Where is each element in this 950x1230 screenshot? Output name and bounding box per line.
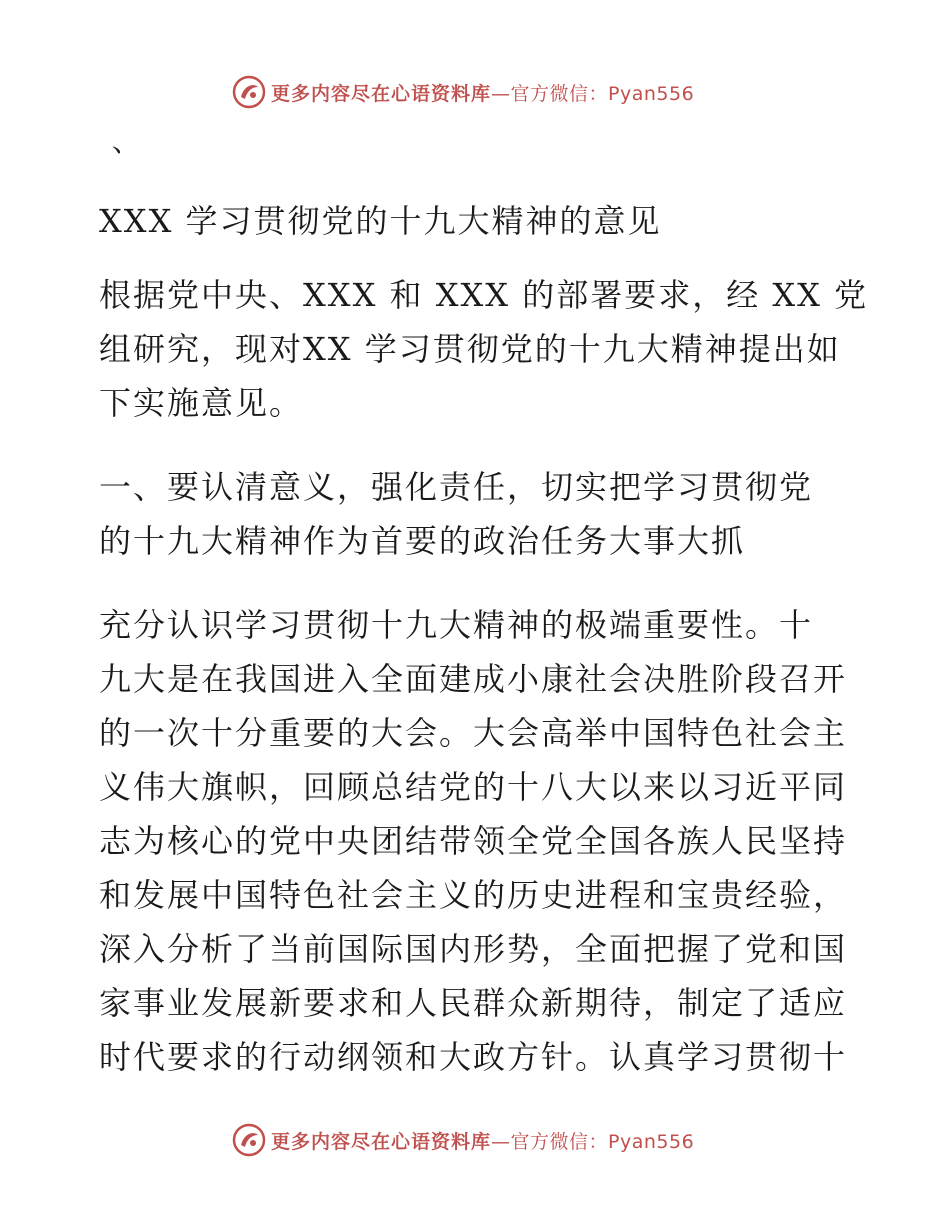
footer-watermark	[232, 1120, 694, 1160]
section-heading-1	[99, 460, 851, 568]
watermark-brand: 更多内容尽在心语资料库	[271, 1130, 492, 1153]
text-line: 义伟大旗帜，回顾总结党的十八大以来以习近平同	[99, 768, 848, 806]
paragraph-intro	[99, 268, 869, 430]
watermark-contact: —官方微信：Pyan556	[491, 82, 695, 105]
stray-mark: 、	[112, 125, 141, 158]
header-watermark	[232, 72, 694, 112]
text-line: 充分认识学习贯彻十九大精神的极端重要性。十	[99, 606, 814, 644]
text-line: 九大是在我国进入全面建成小康社会决胜阶段召开	[99, 660, 848, 698]
title-line: XXX 学习贯彻党的十九大精神的意见	[99, 202, 662, 240]
watermark-brand: 更多内容尽在心语资料库	[271, 82, 492, 105]
text-line: 根据党中央、XXX 和 XXX 的部署要求，经 XX 党	[99, 276, 869, 314]
watermark-contact: —官方微信：Pyan556	[491, 1130, 695, 1153]
text-line: 和发展中国特色社会主义的历史进程和宝贵经验，	[99, 876, 848, 914]
text-line: 下实施意见。	[99, 384, 304, 422]
text-line: 的一次十分重要的大会。大会高举中国特色社会主	[99, 714, 848, 752]
text-line: 家事业发展新要求和人民群众新期待，制定了适应	[99, 984, 848, 1022]
text-line: 时代要求的行动纲领和大政方针。认真学习贯彻十	[99, 1038, 848, 1076]
text-line: 志为核心的党中央团结带领全党全国各族人民坚持	[99, 822, 848, 860]
text-line: 组研究，现对XX 学习贯彻党的十九大精神提出如	[99, 330, 841, 368]
paragraph-body	[99, 598, 851, 1084]
document-title	[99, 194, 851, 248]
flower-logo-icon	[232, 1123, 266, 1157]
text-line: 深入分析了当前国际国内形势，全面把握了党和国	[99, 930, 848, 968]
text-line: 的十九大精神作为首要的政治任务大事大抓	[99, 522, 746, 560]
text-line: 一、要认清意义，强化责任，切实把学习贯彻党	[99, 468, 814, 506]
flower-logo-icon	[232, 75, 266, 109]
